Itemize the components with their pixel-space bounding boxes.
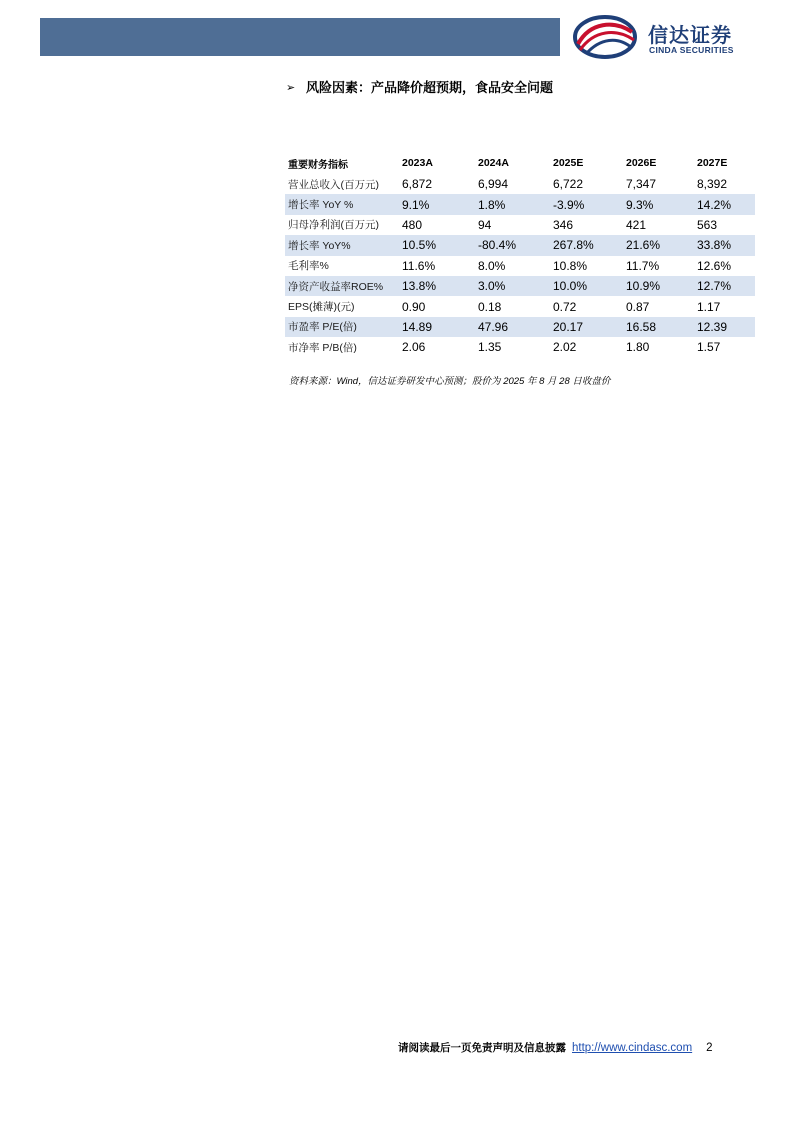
cell: 6,722 (553, 177, 584, 192)
cell: 16.58 (623, 317, 694, 337)
cell: 20.17 (550, 317, 623, 337)
cell: 421 (626, 217, 647, 232)
header-cell-2023a: 2023A (402, 157, 433, 169)
cell: 346 (553, 217, 574, 232)
cell: 6,994 (478, 177, 509, 192)
row-label: 市盈率 P/E(倍) (285, 317, 399, 337)
table-row (285, 276, 755, 296)
row-label: 市净率 P/B(倍) (288, 341, 357, 354)
cell: 0.18 (478, 299, 502, 314)
cell: 267.8% (550, 235, 623, 255)
cell: 11.6% (402, 258, 436, 273)
financial-indicators-table (285, 152, 755, 358)
cell: 480 (402, 217, 423, 232)
table-row (285, 215, 755, 235)
cell: 6,872 (402, 177, 433, 192)
header-cell-2027e: 2027E (697, 157, 728, 169)
cell: 1.17 (697, 299, 721, 314)
risk-factors (286, 77, 553, 96)
cell: 1.57 (697, 340, 721, 355)
cell: 1.80 (626, 340, 650, 355)
cell: 8,392 (697, 177, 728, 192)
cell: 10.8% (553, 258, 588, 273)
cell: 0.87 (626, 299, 650, 314)
disclaimer-text: 请阅读最后一页免责声明及信息披露 (398, 1042, 566, 1054)
cell: 47.96 (475, 317, 550, 337)
cell: 10.5% (399, 235, 475, 255)
table-row (285, 194, 755, 214)
cell: 10.9% (623, 276, 694, 296)
table-row (285, 256, 755, 276)
cell: 11.7% (626, 258, 660, 273)
cell: 1.8% (475, 194, 550, 214)
row-label: 增长率 YoY % (285, 194, 399, 214)
cell: 9.3% (623, 194, 694, 214)
brand-logo (572, 14, 767, 60)
website-link[interactable]: http://www.cindasc.com (572, 1042, 693, 1054)
table-row (285, 235, 755, 255)
cell: 10.0% (550, 276, 623, 296)
bullet-arrow-icon: ➢ (286, 82, 296, 94)
cell: -3.9% (550, 194, 623, 214)
cell: 563 (697, 217, 718, 232)
brand-name-cn: 信达证券 (648, 23, 732, 47)
table-row (285, 174, 755, 194)
cell: 3.0% (475, 276, 550, 296)
risk-factors-text: 风险因素：产品降价超预期，食品安全问题 (306, 80, 554, 95)
cell: 2.06 (402, 340, 426, 355)
cinda-logo-icon (572, 14, 638, 60)
cell: 0.72 (553, 299, 577, 314)
page-footer (398, 1040, 713, 1055)
header-cell-2026e: 2026E (626, 157, 657, 169)
cell: 12.6% (697, 258, 732, 273)
cell: 12.7% (694, 276, 755, 296)
table-header-row (285, 152, 755, 174)
row-label: 净资产收益率ROE% (285, 276, 399, 296)
table-row (285, 337, 755, 357)
table-source-note: 资料来源：Wind，信达证券研发中心预测；股价为 2025 年 8 月 28 日收盘价 (289, 376, 611, 387)
cell: -80.4% (475, 235, 550, 255)
row-label: 营业总收入(百万元) (288, 178, 379, 191)
cell: 8.0% (478, 258, 506, 273)
page-number: 2 (706, 1042, 713, 1054)
cell: 7,347 (626, 177, 657, 192)
cell: 21.6% (623, 235, 694, 255)
row-label: 毛利率% (288, 260, 329, 273)
cell: 33.8% (694, 235, 755, 255)
cell: 9.1% (399, 194, 475, 214)
cell: 12.39 (694, 317, 755, 337)
cell: 2.02 (553, 340, 577, 355)
header-cell-2025e: 2025E (553, 157, 584, 169)
cell: 14.89 (399, 317, 475, 337)
table-row (285, 296, 755, 316)
row-label: 归母净利润(百万元) (288, 219, 379, 232)
row-label: 增长率 YoY% (285, 235, 399, 255)
cell: 1.35 (478, 340, 502, 355)
table-row (285, 317, 755, 337)
row-label: EPS(摊薄)(元) (288, 301, 355, 314)
header-bar (40, 18, 560, 56)
header-cell-2024a: 2024A (478, 157, 509, 169)
cell: 14.2% (694, 194, 755, 214)
cell: 0.90 (402, 299, 426, 314)
cell: 94 (478, 217, 492, 232)
cell: 13.8% (399, 276, 475, 296)
header-cell-indicator: 重要财务指标 (288, 159, 348, 171)
brand-name-en: CINDA SECURITIES (649, 45, 734, 55)
